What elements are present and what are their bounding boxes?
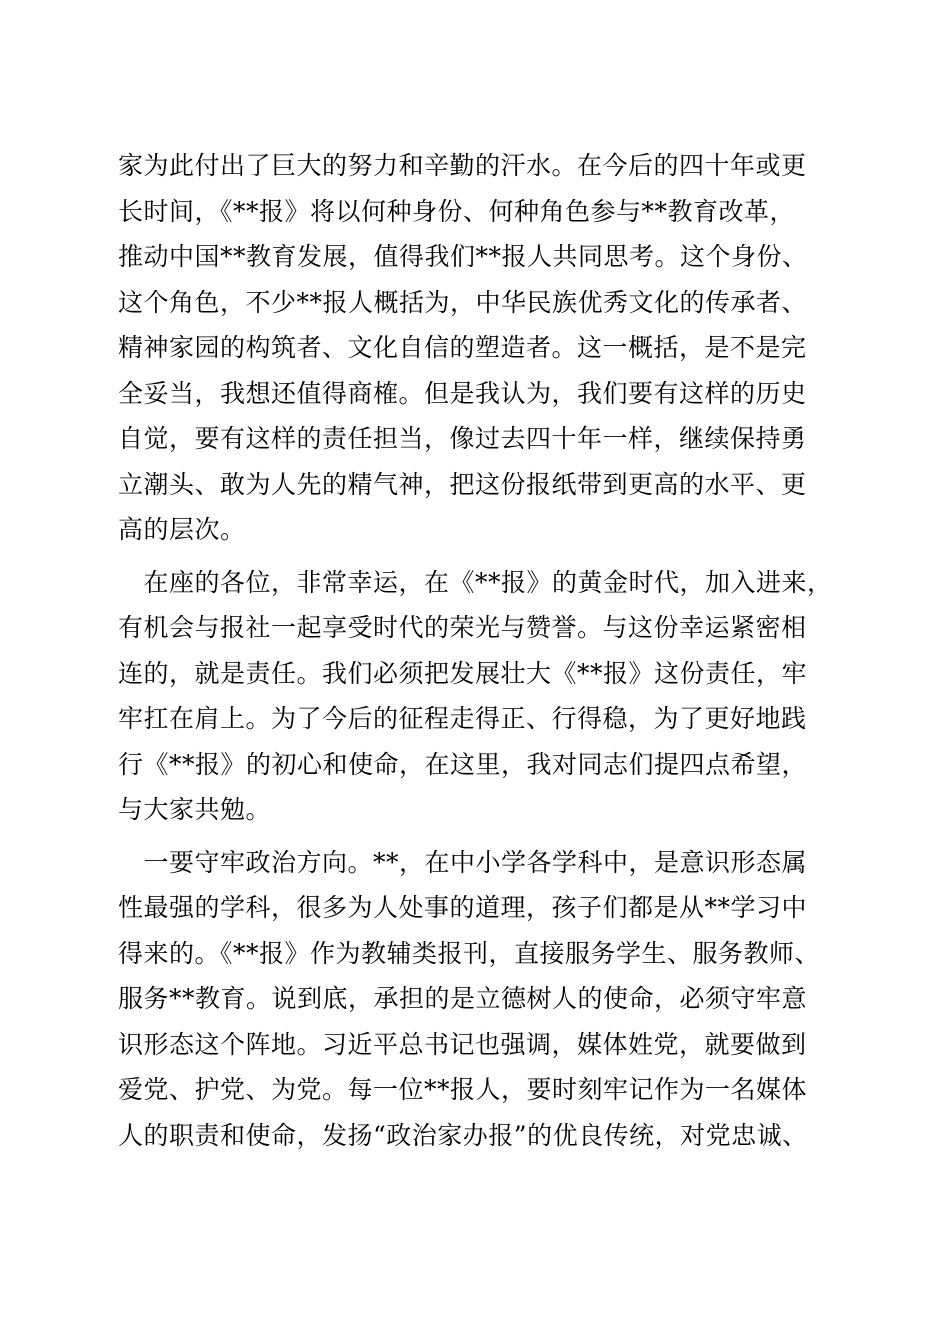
text-line: 家为此付出了巨大的努力和辛勤的汗水。在今后的四十年或更 xyxy=(118,151,807,180)
text-line: 推动中国**教育发展，值得我们**报人共同思考。这个身份、 xyxy=(118,242,808,271)
text-line: 性最强的学科，很多为人处事的道理，孩子们都是从**学习中 xyxy=(118,893,808,922)
paragraph-1 xyxy=(118,143,838,553)
paragraph-2 xyxy=(118,560,838,833)
paragraph-3 xyxy=(118,840,838,1159)
text-line: 在座的各位，非常幸运，在《**报》的黄金时代，加入进来， xyxy=(118,567,833,597)
text-line: 这个角色，不少**报人概括为，中华民族优秀文化的传承者、 xyxy=(118,287,808,317)
text-line: 连的，就是责任。我们必须把发展壮大《**报》这份责任，牢 xyxy=(118,658,808,688)
text-line: 服务**教育。说到底，承担的是立德树人的使命，必须守牢意 xyxy=(118,984,808,1013)
text-line: 有机会与报社一起享受时代的荣光与赞誉。与这份幸运紧密相 xyxy=(118,613,807,642)
text-line: 与大家共勉。 xyxy=(118,795,272,824)
text-line: 牢扛在肩上。为了今后的征程走得正、行得稳，为了更好地践 xyxy=(118,704,807,733)
text-line: 立潮头、敢为人先的精气神，把这份报纸带到更高的水平、更 xyxy=(118,469,807,499)
text-line: 自觉，要有这样的责任担当，像过去四十年一样，继续保持勇 xyxy=(118,424,807,453)
paragraph-spacer xyxy=(118,553,838,560)
text-line: 全妥当，我想还值得商榷。但是我认为，我们要有这样的历史 xyxy=(118,378,807,408)
text-line: 高的层次。 xyxy=(118,515,246,544)
text-line: 行《**报》的初心和使命，在这里，我对同志们提四点希望， xyxy=(118,749,808,779)
text-line: 识形态这个阵地。习近平总书记也强调，媒体姓党，就要做到 xyxy=(118,1029,807,1059)
paragraph-spacer xyxy=(118,833,838,840)
text-line: 人的职责和使命，发扬“政治家办报”的优良传统，对党忠诚、 xyxy=(118,1120,808,1150)
text-line: 爱党、护党、为党。每一位**报人，要时刻牢记作为一名媒体 xyxy=(118,1075,808,1104)
text-line: 得来的。《**报》作为教辅类报刊，直接服务学生、服务教师、 xyxy=(118,938,821,968)
body-text xyxy=(118,143,838,1158)
text-line: 精神家园的构筑者、文化自信的塑造者。这一概括，是不是完 xyxy=(118,333,807,362)
text-line: 一要守牢政治方向。**，在中小学各学科中，是意识形态属 xyxy=(118,847,808,877)
text-line: 长时间，《**报》将以何种身份、何种角色参与**教育改革， xyxy=(118,196,796,226)
